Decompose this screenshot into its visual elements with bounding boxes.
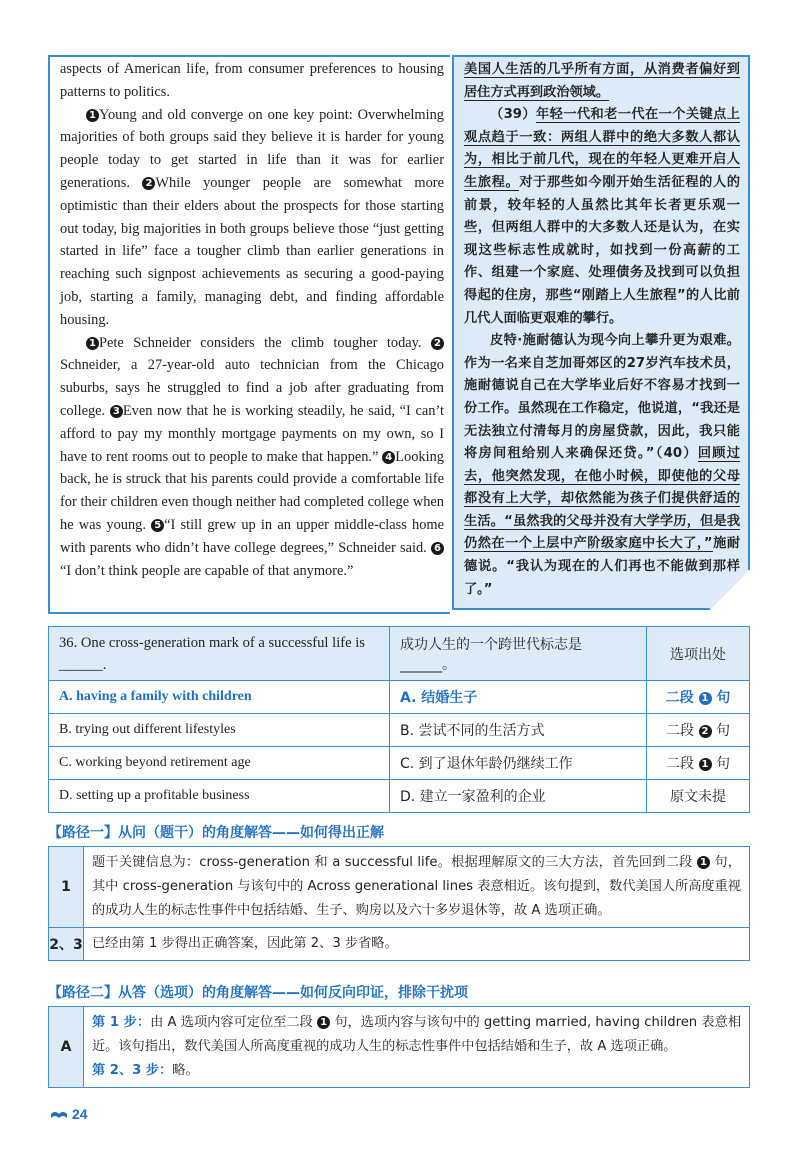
option-en: C. working beyond retirement age	[49, 747, 390, 780]
option-source: 原文未提	[647, 780, 750, 813]
sentence-marker-3: 3	[110, 405, 123, 418]
option-en: A. having a family with children	[49, 681, 390, 714]
path2-steps	[48, 1006, 750, 1088]
option-en: B. trying out different lifestyles	[49, 714, 390, 747]
path1-step-row-2	[49, 928, 749, 960]
question-stem-en: 36. One cross-generation mark of a successful life is ______.	[49, 627, 390, 681]
option-cn: D. 建立一家盈利的企业	[390, 780, 647, 813]
sentence-marker-2: 2	[142, 177, 155, 190]
path1-title: 【路径一】从问（题干）的角度解答——如何得出正解	[48, 825, 384, 841]
question-header-row	[49, 627, 750, 681]
step-content: 已经由第 1 步得出正确答案，因此第 2、3 步省略。	[92, 936, 398, 951]
step-number: 1	[49, 847, 84, 927]
path1-step-row-1	[49, 847, 749, 928]
step-number: A	[49, 1007, 84, 1087]
question-36-table	[48, 626, 750, 813]
chinese-paragraph-1: （39）年轻一代和老一代在一个关键点上观点趋于一致：两组人群中的绝大多数人都认为，相比于前几代，现在的年轻人更难开启人生旅程。对于那些如今刚开始生活征程的人的前景，较年轻的人虽然比其年长者更乐观一些，但两组人群中的大多数人还是认为，在实现这些标志性成就时，如找到一份高薪的工作、组建一个家庭、处理债务及找到可以负担得起的住房，那些“刚踏上人生旅程”的人比前几代人面临更艰难的攀行。	[464, 107, 741, 326]
book-icon	[50, 1108, 68, 1120]
english-paragraph-1: 1 Young and old converge on one key point: Overwhelming majorities of both groups said they believe it is harder for young people today to get started in life than it was for earlier generations. 2 While younger people are somewhat more optimistic than their elders about the prospects for those starting out today, big majorities in both groups believe those “just getting started in life” face a tougher climb than earlier generations in reaching such signpost achievements as securing a good-paying job, starting a family, managing debt, and finding affordable housing.	[60, 106, 444, 328]
path2-title: 【路径二】从答（选项）的角度解答——如何反向印证，排除干扰项	[48, 985, 468, 1001]
option-source: 二段 2 句	[647, 714, 750, 747]
english-passage	[60, 58, 444, 582]
chinese-paragraph-2: 皮特·施耐德认为现今向上攀升更为艰难。作为一名来自芝加哥郊区的27岁汽车技术员，施耐德说自己在大学毕业后好不容易才找到一份工作。虽然现在工作稳定，他说道，“我还是无法独立付清每月的房屋贷款，因此，我只能将房间租给别人来确保还贷。”（40）回顾过去，他突然发现，在他小时候，即使他的父母都没有上大学，却依然能为孩子们提供舒适的生活。“虽然我的父母并没有大学学历，但是我仍然在一个上层中产阶级家庭中长大了，”施耐德说。“我认为现在的人们再也不能做到那样了。”	[464, 333, 741, 597]
option-row-d	[49, 780, 750, 813]
option-cn: C. 到了退休年龄仍继续工作	[390, 747, 647, 780]
chinese-translation	[464, 59, 740, 601]
sentence-marker: 1	[317, 1016, 330, 1029]
option-source: 二段 1 句	[647, 681, 750, 714]
source-header: 选项出处	[647, 627, 750, 681]
sentence-marker-5: 5	[151, 519, 164, 532]
step-number: 2、3	[49, 928, 84, 960]
sentence-marker-6: 6	[431, 542, 444, 555]
sentence-marker: 1	[697, 856, 710, 869]
page-number: 24	[50, 1106, 88, 1122]
option-row-b	[49, 714, 750, 747]
option-cn: A. 结婚生子	[390, 681, 647, 714]
question-stem-cn: 成功人生的一个跨世代标志是______。	[390, 627, 647, 681]
sentence-marker-1: 1	[86, 337, 99, 350]
chinese-translation-panel	[452, 55, 750, 610]
step-content: 题干关键信息为：cross-generation 和 a successful life。根据理解原文的三大方法，首先回到二段 1 句，其中 cross-generation 与该句中的 Across generational lines 表意相近。该句提到，数代美国人所高度重视的成功人生的标志性事件中包括结婚、生子、购房以及六十多岁退休等，故 A 选项正确。	[92, 855, 741, 918]
step-content: 第 1 步：由 A 选项内容可定位至二段 1 句，选项内容与该句中的 getting married, having children 表意相近。该句指出，数代美国人所高度重视的成功人生的标志性事件中包括结婚和生子，故 A 选项正确。 第 2、3 步：略。	[92, 1015, 742, 1078]
option-row-c	[49, 747, 750, 780]
sentence-marker: 1	[699, 758, 712, 771]
sentence-marker: 1	[699, 692, 712, 705]
option-en: D. setting up a profitable business	[49, 780, 390, 813]
sentence-marker-2: 2	[431, 337, 444, 350]
english-paragraph-2: 1 Pete Schneider considers the climb tougher today. 2Schneider, a 27-year-old auto technician from the Chicago suburbs, says he struggled to find a job after graduating from college. 3 Even now that he is working steadily, he said, “I can’t afford to pay my monthly mortgage payments on my own, so I have to rent rooms out to people to make that happen.” 4 Looking back, he is struck that his parents could provide a comfortable life for their children even though neither had completed college when he was young. 5 “I still grew up in an upper middle-class home with parents who didn’t have college degrees,” Schneider said. 6“I don’t think people are capable of that anymore.”	[60, 334, 444, 579]
path2-step-row-a	[49, 1007, 749, 1087]
sentence-marker-1: 1	[86, 109, 99, 122]
path1-steps	[48, 846, 750, 961]
english-paragraph-0: aspects of American life, from consumer preferences to housing patterns to politics.	[60, 61, 444, 100]
sentence-marker-4: 4	[382, 451, 395, 464]
chinese-paragraph-0: 美国人生活的几乎所有方面，从消费者偏好到居住方式再到政治领域。	[464, 62, 740, 100]
option-row-a	[49, 681, 750, 714]
sentence-marker: 2	[699, 725, 712, 738]
option-source: 二段 1 句	[647, 747, 750, 780]
option-cn: B. 尝试不同的生活方式	[390, 714, 647, 747]
